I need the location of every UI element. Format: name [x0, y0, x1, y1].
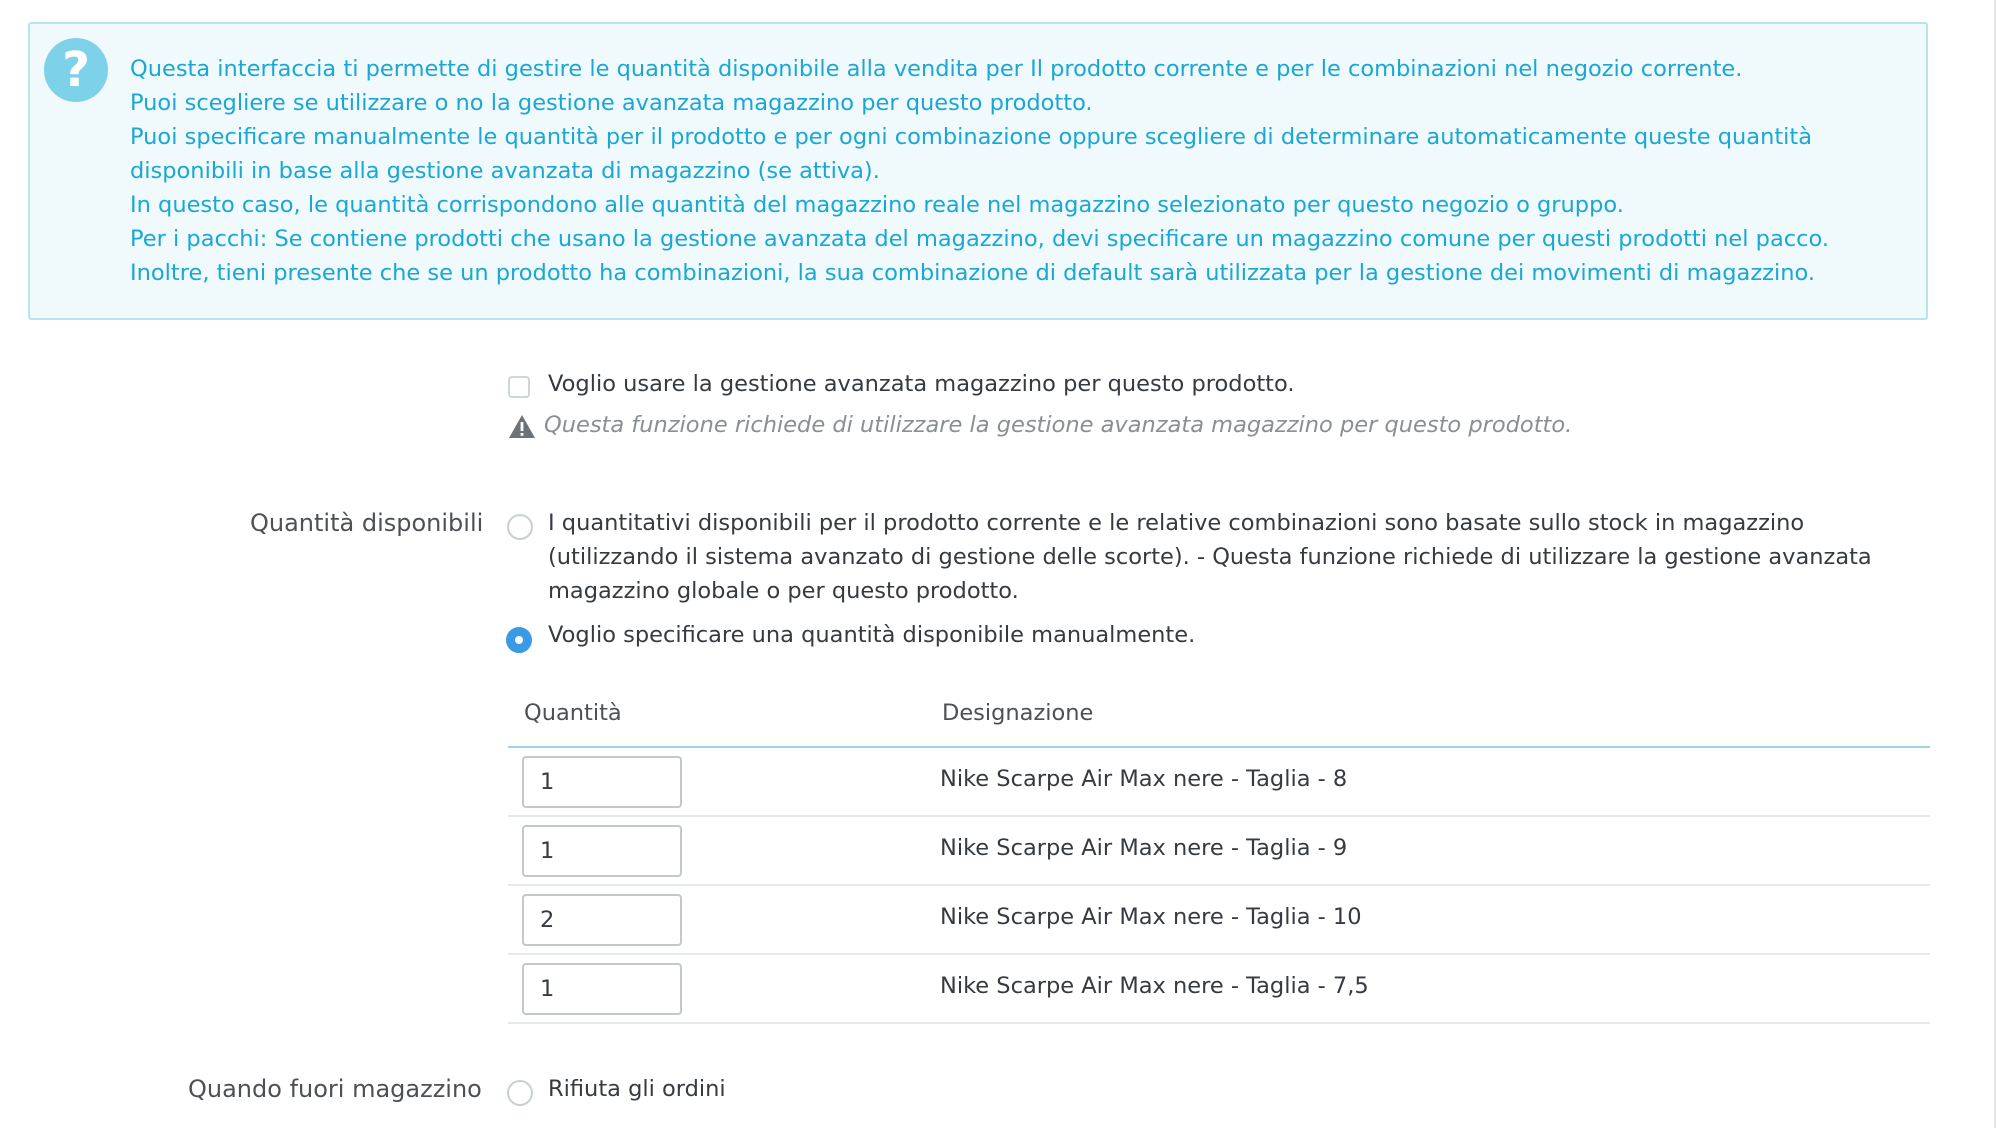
table-row: [508, 748, 1930, 817]
help-line: Puoi scegliere se utilizzare o no la gestione avanzata magazzino per questo prodotto.: [130, 90, 1093, 116]
quantity-input[interactable]: [522, 825, 682, 877]
table-row: [508, 886, 1930, 955]
quantity-input[interactable]: [522, 756, 682, 808]
manual-quantity-label[interactable]: Voglio specificare una quantità disponibile manualmente.: [548, 622, 1196, 648]
help-line: In questo caso, le quantità corrispondono alle quantità del magazzino reale nel magazzino selezionato per questo negozio o gruppo.: [130, 192, 1624, 218]
help-line: Inoltre, tieni presente che se un prodotto ha combinazioni, la sua combinazione di default sarà utilizzata per la gestione dei movimenti di magazzino.: [130, 260, 1815, 286]
advanced-stock-checkbox[interactable]: [508, 376, 530, 398]
available-quantities-label: Quantità disponibili: [250, 509, 484, 537]
manual-quantity-radio[interactable]: [506, 627, 532, 653]
help-line: Puoi specificare manualmente le quantità per il prodotto e per ogni combinazione oppure scegliere di determinare automaticamente queste quantità disponibili in base alla gestione avanzata di magazzino (se attiva).: [130, 124, 1813, 184]
designation-column-header: Designazione: [942, 700, 1094, 726]
help-alert: [28, 22, 1928, 320]
deny-orders-label[interactable]: Rifiuta gli ordini: [548, 1076, 726, 1102]
designation-cell: Nike Scarpe Air Max nere - Taglia - 9: [940, 835, 1348, 861]
quantity-table: [508, 692, 1930, 1024]
out-of-stock-label: Quando fuori magazzino: [188, 1075, 482, 1103]
designation-cell: Nike Scarpe Air Max nere - Taglia - 10: [940, 904, 1362, 930]
stock-based-quantity-radio[interactable]: [507, 514, 533, 540]
quantity-input[interactable]: [522, 894, 682, 946]
table-row: [508, 817, 1930, 886]
help-line: Per i pacchi: Se contiene prodotti che usano la gestione avanzata del magazzino, devi specificare un magazzino comune per questi prodotti nel pacco.: [130, 226, 1830, 252]
help-text: [130, 52, 1886, 290]
table-header: [508, 692, 1930, 748]
designation-cell: Nike Scarpe Air Max nere - Taglia - 8: [940, 766, 1348, 792]
quantity-input[interactable]: [522, 963, 682, 1015]
warning-icon: [508, 413, 536, 441]
table-row: [508, 955, 1930, 1024]
help-line: Questa interfaccia ti permette di gestire le quantità disponibile alla vendita per Il prodotto corrente e per le combinazioni nel negozio corrente.: [130, 56, 1743, 82]
deny-orders-radio[interactable]: [507, 1080, 533, 1106]
designation-cell: Nike Scarpe Air Max nere - Taglia - 7,5: [940, 973, 1369, 999]
question-icon: ?: [44, 38, 108, 102]
stock-based-quantity-label[interactable]: I quantitativi disponibili per il prodotto corrente e le relative combinazioni sono basate sullo stock in magazzino (utilizzando il sistema avanzato di gestione delle scorte). - Questa funzione richiede di utilizzare la gestione avanzata magazzino globale o per questo prodotto.: [548, 510, 1872, 604]
advanced-stock-checkbox-label[interactable]: Voglio usare la gestione avanzata magazzino per questo prodotto.: [548, 371, 1295, 397]
quantity-column-header: Quantità: [524, 700, 622, 726]
advanced-stock-warning: Questa funzione richiede di utilizzare la gestione avanzata magazzino per questo prodotto.: [544, 412, 1573, 438]
